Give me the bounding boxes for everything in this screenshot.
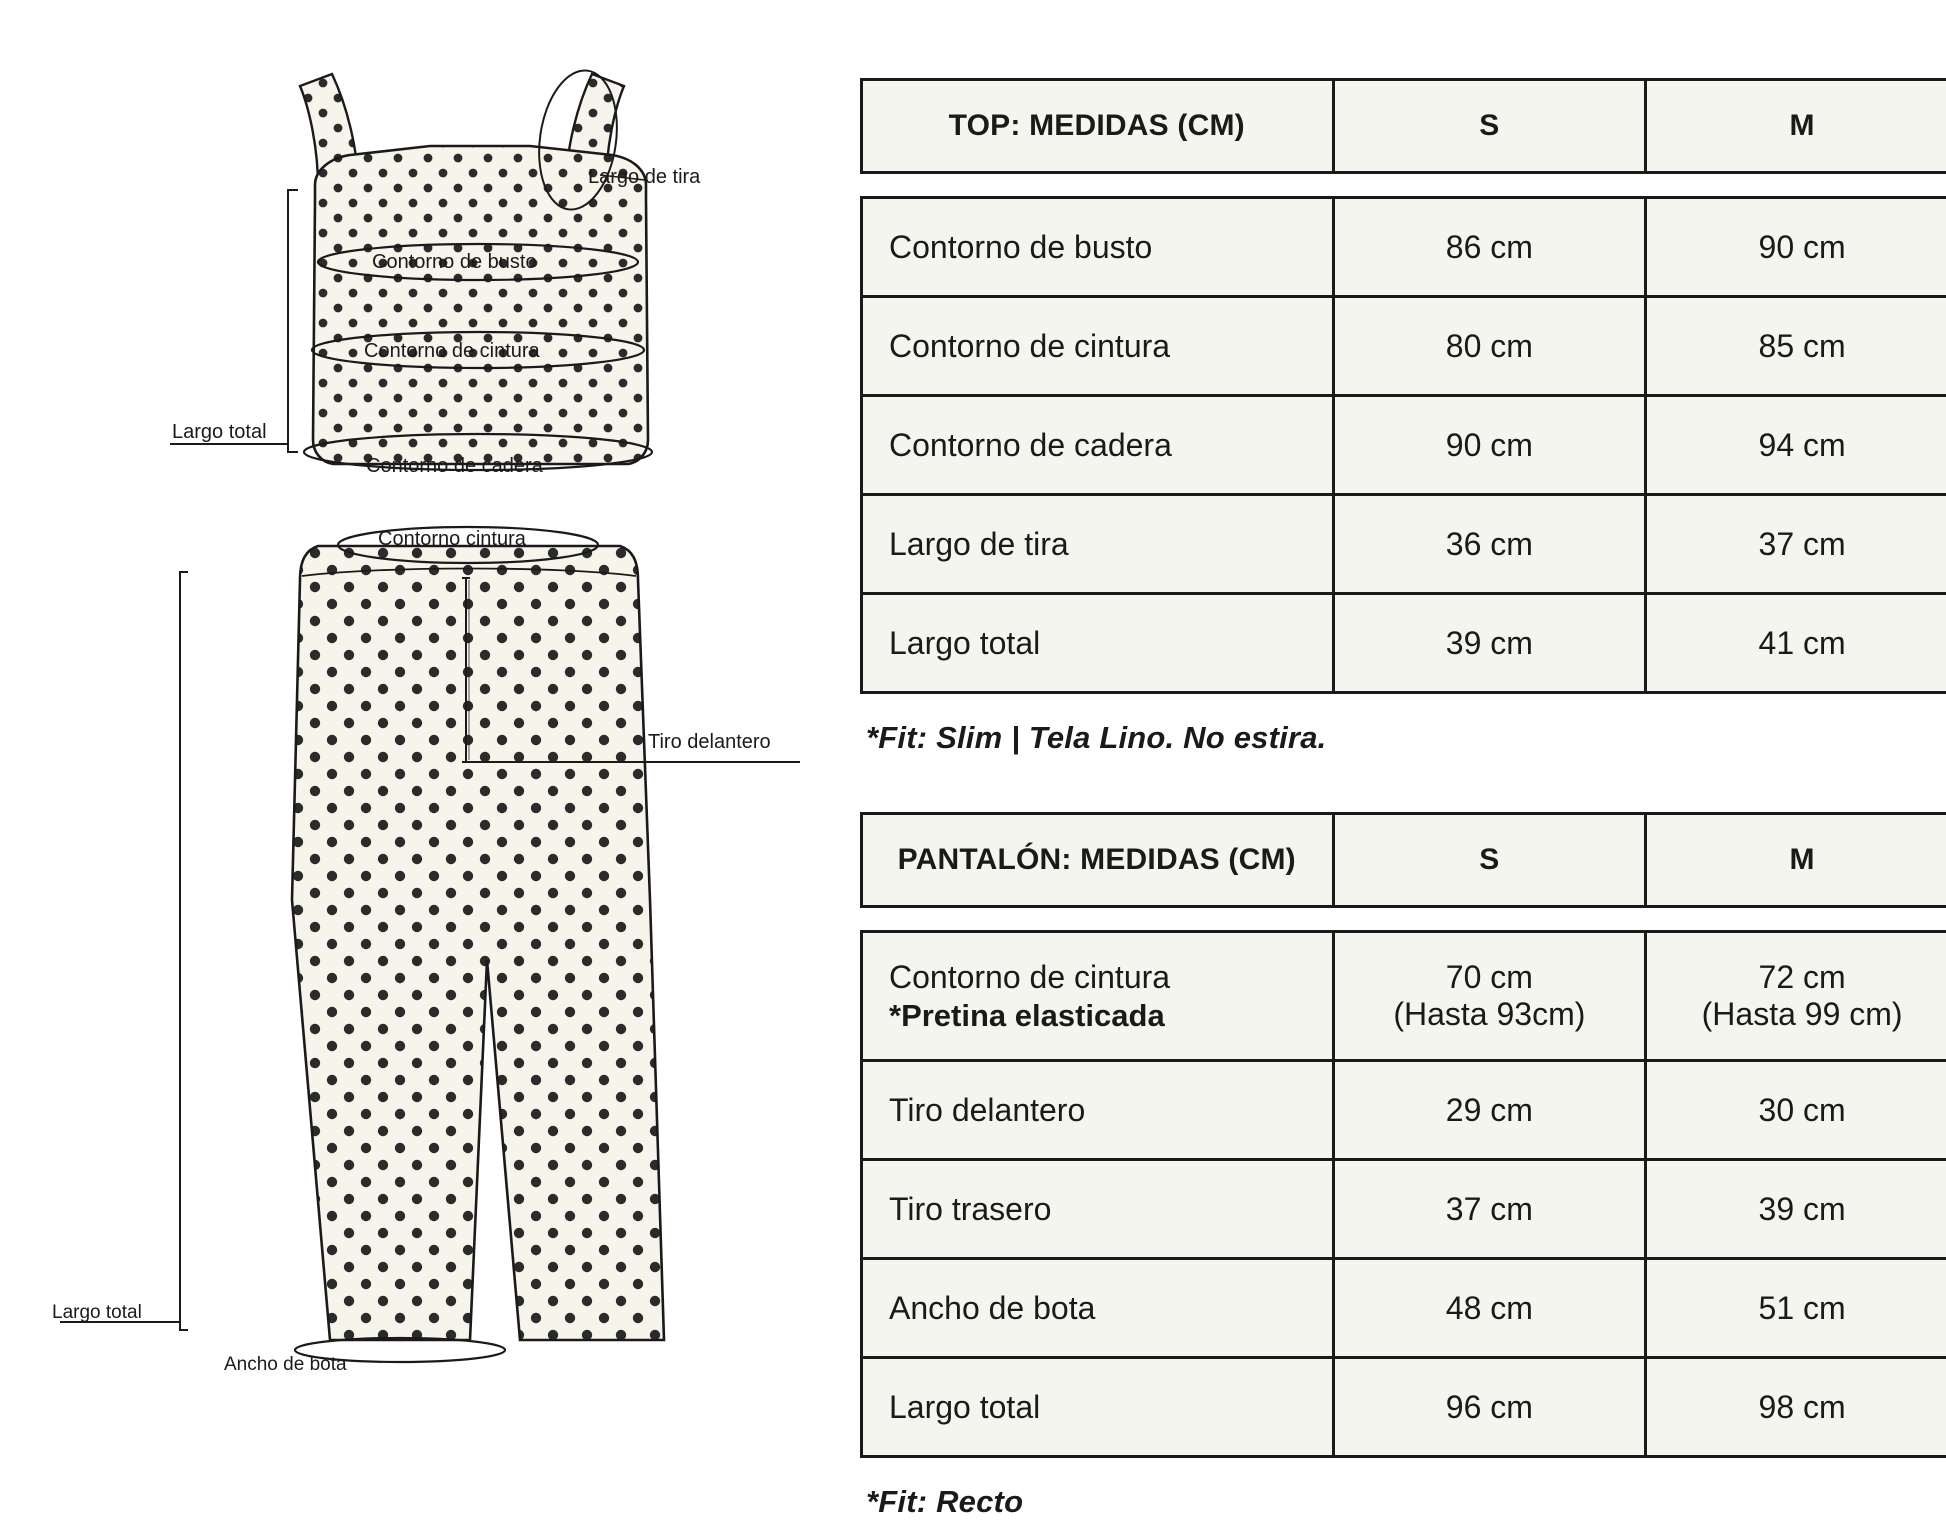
- top-garment-drawing: [170, 65, 701, 477]
- row-value-s: [1335, 930, 1648, 1062]
- row-value-s: 36 cm: [1335, 496, 1648, 595]
- label-contorno-de-busto: Contorno de busto: [372, 251, 537, 273]
- label-ancho-de-bota: Ancho de bota: [224, 1354, 347, 1375]
- row-value-s: 90 cm: [1335, 397, 1648, 496]
- pantalon-table-title: PANTALÓN: MEDIDAS (CM): [860, 812, 1335, 908]
- row-value-m: [1647, 930, 1946, 1062]
- top-table-size-m: M: [1647, 78, 1946, 174]
- pantalon-table-header-row: [860, 812, 1946, 908]
- row-value-s-line2: (Hasta 93cm): [1393, 996, 1586, 1032]
- row-value-m: 51 cm: [1647, 1260, 1946, 1359]
- row-label-main: Contorno de cintura: [889, 958, 1171, 995]
- row-value-s: 48 cm: [1335, 1260, 1648, 1359]
- label-contorno-de-cadera: Contorno de cadera: [366, 455, 543, 477]
- pants-body: [292, 546, 664, 1340]
- pantalon-fit-note: *Fit: Recto: [866, 1484, 1024, 1519]
- row-label: Largo total: [860, 1359, 1335, 1458]
- row-label: Contorno de cadera: [860, 397, 1335, 496]
- measurement-tables: [840, 0, 1946, 1519]
- table-row: [860, 1161, 1946, 1260]
- label-tiro-delantero: Tiro delantero: [648, 731, 771, 753]
- row-label: Largo de tira: [860, 496, 1335, 595]
- row-label: Contorno de busto: [860, 196, 1335, 298]
- row-label: Tiro delantero: [860, 1062, 1335, 1161]
- table-row: [860, 196, 1946, 298]
- label-largo-de-tira: Largo de tira: [588, 166, 701, 188]
- pants-total-length-bracket: [180, 572, 188, 1330]
- row-value-s-main: 70 cm: [1445, 959, 1533, 995]
- table-row: [860, 1062, 1946, 1161]
- row-value-m: 94 cm: [1647, 397, 1946, 496]
- label-contorno-cintura: Contorno cintura: [378, 528, 526, 550]
- row-value-m: 30 cm: [1647, 1062, 1946, 1161]
- row-value-s: 39 cm: [1335, 595, 1648, 694]
- garment-illustrations: [0, 0, 840, 1460]
- label-top-largo-total: Largo total: [172, 421, 267, 443]
- top-fit-note: *Fit: Slim | Tela Lino. No estira.: [866, 720, 1327, 755]
- row-value-m: 98 cm: [1647, 1359, 1946, 1458]
- table-row: [860, 930, 1946, 1062]
- pantalon-table-size-s: S: [1335, 812, 1648, 908]
- table-row: [860, 496, 1946, 595]
- row-value-s: 37 cm: [1335, 1161, 1648, 1260]
- top-total-length-bracket: [288, 190, 298, 452]
- top-table-size-s: S: [1335, 78, 1648, 174]
- row-value-s: 96 cm: [1335, 1359, 1648, 1458]
- pantalon-table-size-m: M: [1647, 812, 1946, 908]
- label-contorno-de-cintura: Contorno de cintura: [364, 340, 540, 362]
- pantalon-size-table: [860, 812, 1946, 1458]
- pants-garment-drawing: [52, 527, 800, 1375]
- table-row: [860, 595, 1946, 694]
- row-label: Tiro trasero: [860, 1161, 1335, 1260]
- table-row: [860, 397, 1946, 496]
- row-value-s: 80 cm: [1335, 298, 1648, 397]
- illustration-canvas: [0, 0, 840, 1460]
- row-value-m: 37 cm: [1647, 496, 1946, 595]
- label-pants-largo-total: Largo total: [52, 1302, 142, 1323]
- row-value-s: 86 cm: [1335, 196, 1648, 298]
- table-row: [860, 298, 1946, 397]
- row-value-m-line2: (Hasta 99 cm): [1701, 996, 1903, 1032]
- row-value-m: 41 cm: [1647, 595, 1946, 694]
- table-row: [860, 1260, 1946, 1359]
- row-label: Largo total: [860, 595, 1335, 694]
- top-table-title: TOP: MEDIDAS (CM): [860, 78, 1335, 174]
- row-value-m: 39 cm: [1647, 1161, 1946, 1260]
- row-label-sub: *Pretina elasticada: [889, 997, 1165, 1033]
- table-row: [860, 1359, 1946, 1458]
- row-label: Contorno de cintura: [860, 298, 1335, 397]
- row-value-m: 90 cm: [1647, 196, 1946, 298]
- row-label: Ancho de bota: [860, 1260, 1335, 1359]
- row-value-m-main: 72 cm: [1758, 959, 1846, 995]
- top-table-header-row: [860, 78, 1946, 174]
- top-size-table: [860, 78, 1946, 694]
- row-value-s: 29 cm: [1335, 1062, 1648, 1161]
- row-value-m: 85 cm: [1647, 298, 1946, 397]
- row-label: [860, 930, 1335, 1062]
